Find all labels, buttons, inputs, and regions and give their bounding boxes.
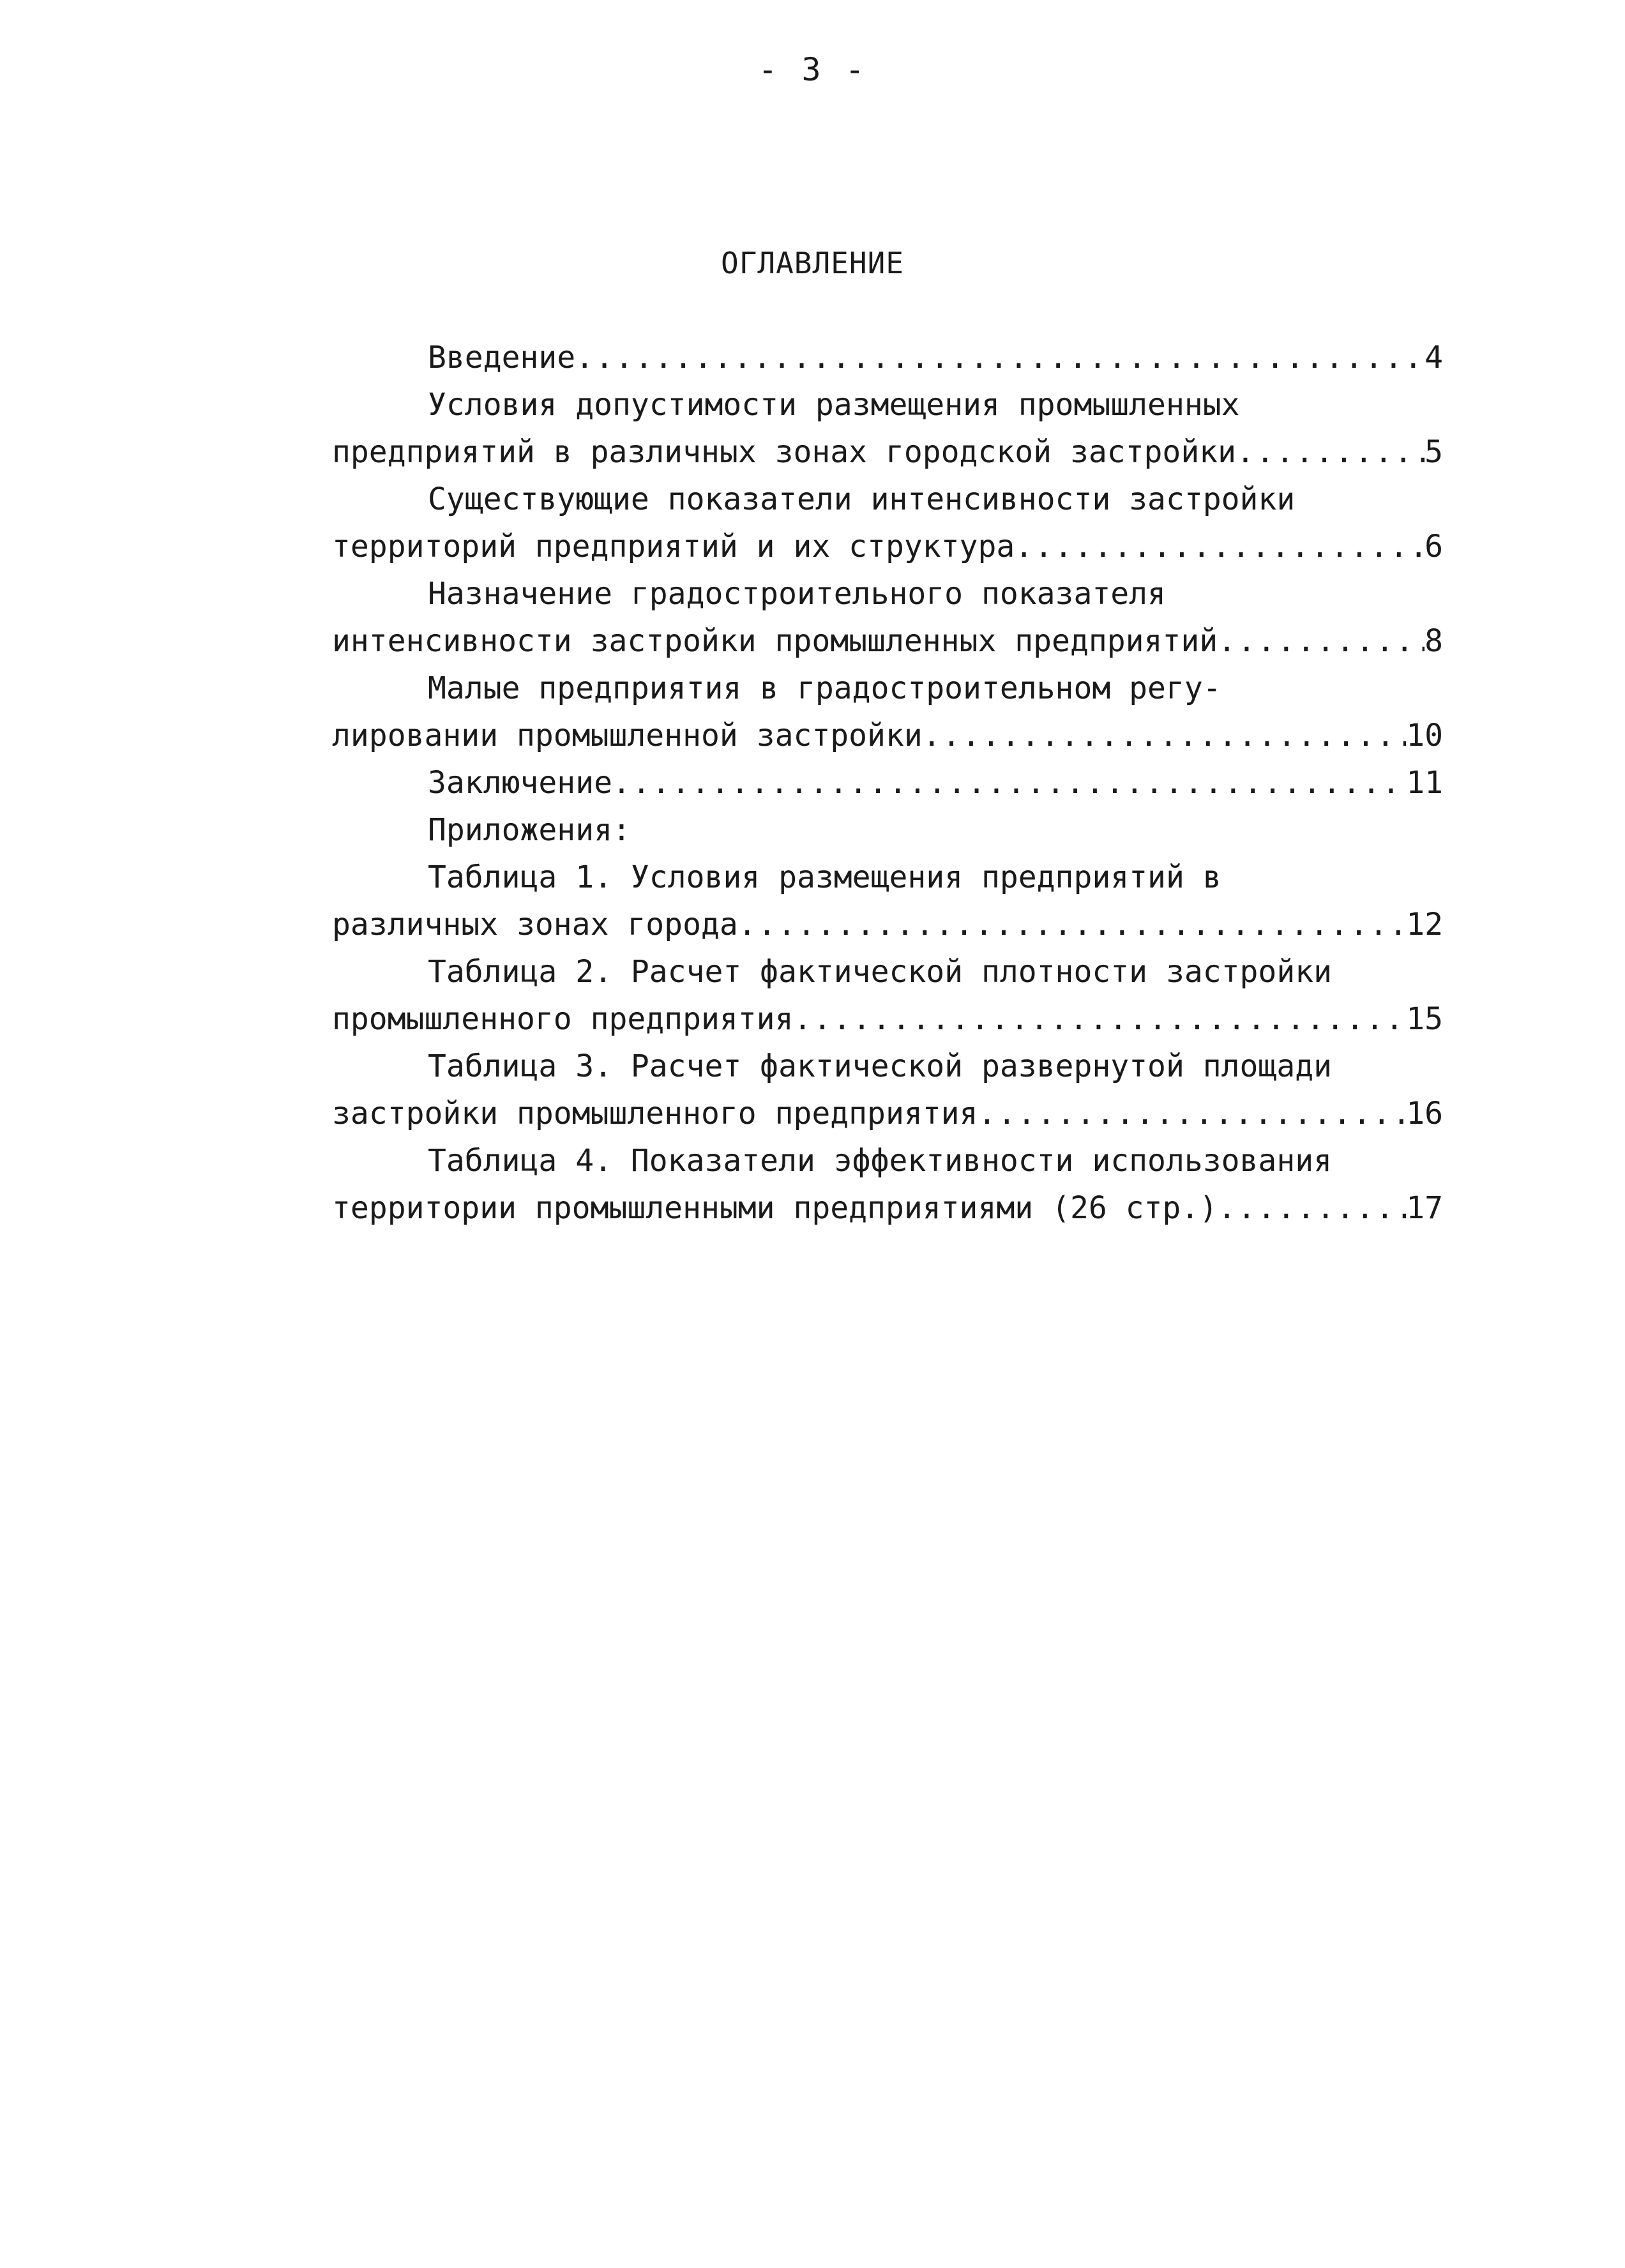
toc-entry-title: Введение xyxy=(428,340,576,375)
dot-leader xyxy=(738,901,1406,948)
toc-entry-title: Заключение xyxy=(428,765,612,801)
toc-entry-title: Таблица 3. Расчет фактической развернутой площади xyxy=(428,1048,1333,1084)
dot-leader xyxy=(1236,428,1425,476)
page-number: - 3 - xyxy=(758,51,867,88)
toc-page-number: 6 xyxy=(1425,529,1443,564)
appendix-heading: Приложения: xyxy=(428,812,631,848)
toc-entry-title-continued: различных зонах города xyxy=(332,907,738,942)
toc-entry-small-enterprises xyxy=(332,665,1443,759)
toc-entry-indicator-assignment xyxy=(332,570,1443,665)
toc-entry-existing-indicators xyxy=(332,476,1443,570)
toc-entry-title: Назначение градостроительного показателя xyxy=(428,576,1166,612)
dot-leader xyxy=(793,995,1406,1043)
toc-entry-title-continued: промышленного предприятия xyxy=(332,1001,794,1037)
toc-entry-title-continued: интенсивности застройки промышленных предприятий xyxy=(332,623,1218,659)
toc-entry-title: Условия допустимости размещения промышленных xyxy=(428,387,1240,423)
toc-entry-title: Таблица 2. Расчет фактической плотности застройки xyxy=(428,954,1333,990)
toc-page-number: 11 xyxy=(1406,765,1443,801)
toc-entry-title: Малые предприятия в градостроительном регу- xyxy=(428,670,1221,706)
dot-leader xyxy=(923,712,1406,759)
toc-page-number: 5 xyxy=(1425,434,1443,470)
toc-entry-placement-conditions xyxy=(332,381,1443,476)
toc-page-number: 15 xyxy=(1406,1001,1443,1037)
toc-entry-title-continued: застройки промышленного предприятия xyxy=(332,1096,978,1131)
page-title: ОГЛАВЛЕНИЕ xyxy=(721,246,904,280)
toc-entry-conclusion xyxy=(332,759,1443,806)
toc-page-number: 12 xyxy=(1406,907,1443,942)
toc-entry-title-continued: лировании промышленной застройки xyxy=(332,718,923,753)
toc-entry-table-4 xyxy=(332,1137,1443,1232)
toc-page-number: 8 xyxy=(1425,623,1443,659)
toc-page-number: 4 xyxy=(1425,340,1443,375)
dot-leader xyxy=(575,334,1425,381)
toc-entry-table-2 xyxy=(332,948,1443,1043)
toc-entry-table-3 xyxy=(332,1043,1443,1137)
toc-page-number: 17 xyxy=(1406,1190,1443,1226)
toc-entry-title-continued: территории промышленными предприятиями (26 стр.) xyxy=(332,1190,1218,1226)
toc-entry-title: Таблица 4. Показатели эффективности использования xyxy=(428,1143,1333,1179)
table-of-contents xyxy=(332,334,1443,1232)
dot-leader xyxy=(978,1090,1406,1137)
dot-leader xyxy=(1218,1184,1406,1232)
dot-leader xyxy=(1015,523,1425,570)
toc-entry-table-1 xyxy=(332,854,1443,948)
toc-page-number: 10 xyxy=(1406,718,1443,753)
toc-page-number: 16 xyxy=(1406,1096,1443,1131)
dot-leader xyxy=(1218,617,1425,665)
toc-entry-title: Таблица 1. Условия размещения предприятий в xyxy=(428,859,1221,895)
toc-entry-title: Существующие показатели интенсивности застройки xyxy=(428,481,1296,517)
toc-entry-title-continued: предприятий в различных зонах городской застройки xyxy=(332,434,1237,470)
toc-entry-title-continued: территорий предприятий и их структура xyxy=(332,529,1015,564)
toc-entry-introduction xyxy=(332,334,1443,381)
dot-leader xyxy=(612,759,1406,806)
